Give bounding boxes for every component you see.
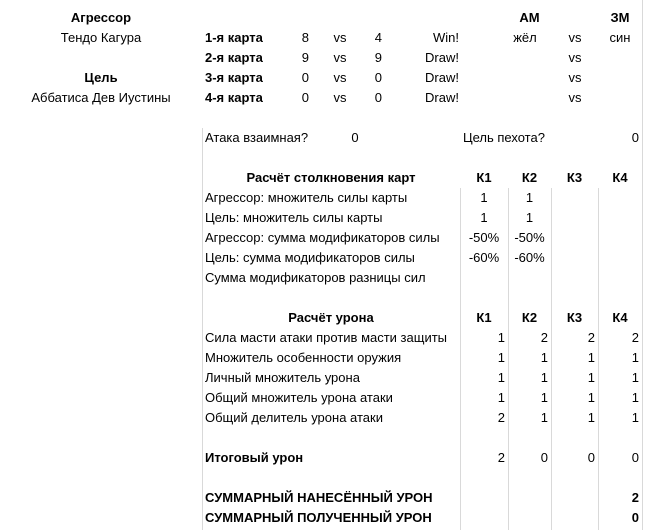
- card-result: Draw!: [425, 70, 459, 85]
- card-am-value[interactable]: [495, 68, 555, 88]
- card-target-value[interactable]: 9: [374, 50, 382, 65]
- damage-value[interactable]: 1: [631, 390, 639, 405]
- damage-row-label: Общий множитель урона атаки: [205, 390, 393, 405]
- collision-value[interactable]: -60%: [468, 250, 500, 265]
- damage-col-header: К3: [566, 310, 583, 325]
- collision-value[interactable]: [551, 228, 598, 248]
- damage-value[interactable]: 1: [587, 410, 595, 425]
- target-name[interactable]: Аббатиса Дев Иустины: [31, 90, 171, 105]
- damage-col-header: К4: [612, 310, 628, 325]
- collision-row-label: Агрессор: множитель силы карты: [205, 190, 408, 205]
- card-label: 2-я карта: [205, 50, 263, 65]
- card-result: Win!: [433, 30, 459, 45]
- gridline: [642, 0, 643, 530]
- damage-value[interactable]: 1: [497, 350, 505, 365]
- card-vs2: vs: [568, 30, 582, 45]
- card-zm-value[interactable]: [598, 48, 642, 68]
- total-dealt-value[interactable]: 2: [631, 490, 639, 505]
- card-label: 3-я карта: [205, 70, 263, 85]
- damage-value[interactable]: 2: [497, 410, 505, 425]
- card-am-value[interactable]: жёл: [513, 30, 537, 45]
- card-vs2: vs: [568, 70, 582, 85]
- card-aggressor-value[interactable]: 9: [301, 50, 309, 65]
- collision-row-label: Цель: множитель силы карты: [205, 210, 383, 225]
- total-dealt-label: СУММАРНЫЙ НАНЕСЁННЫЙ УРОН: [205, 490, 433, 505]
- collision-col-header: К1: [476, 170, 492, 185]
- collision-value[interactable]: [598, 208, 642, 228]
- damage-value[interactable]: 1: [631, 410, 639, 425]
- damage-value[interactable]: 1: [540, 350, 548, 365]
- total-damage-label: Итоговый урон: [205, 450, 304, 465]
- collision-value[interactable]: [551, 268, 598, 288]
- damage-title: Расчёт урона: [288, 310, 374, 325]
- damage-value[interactable]: 1: [497, 330, 505, 345]
- total-damage-value[interactable]: 2: [497, 450, 505, 465]
- target-infantry-label: Цель пехота?: [463, 130, 545, 145]
- total-received-label: СУММАРНЫЙ ПОЛУЧЕННЫЙ УРОН: [205, 510, 432, 525]
- collision-value[interactable]: 1: [525, 190, 534, 205]
- card-zm-value[interactable]: син: [609, 30, 631, 45]
- collision-value[interactable]: 1: [525, 210, 534, 225]
- collision-value[interactable]: -50%: [468, 230, 500, 245]
- collision-value[interactable]: [551, 208, 598, 228]
- card-aggressor-value[interactable]: 0: [301, 70, 309, 85]
- card-label: 1-я карта: [205, 30, 263, 45]
- card-target-value[interactable]: 0: [374, 90, 382, 105]
- damage-value[interactable]: 1: [587, 350, 595, 365]
- aggressor-name[interactable]: Тендо Кагура: [60, 30, 142, 45]
- collision-value[interactable]: [508, 268, 551, 288]
- card-vs: vs: [333, 50, 347, 65]
- damage-col-header: К2: [521, 310, 538, 325]
- damage-row-label: Общий делитель урона атаки: [205, 410, 383, 425]
- collision-value[interactable]: [551, 248, 598, 268]
- total-received-value[interactable]: 0: [631, 510, 639, 525]
- zm-header: ЗМ: [610, 10, 630, 25]
- damage-value[interactable]: 2: [540, 330, 548, 345]
- card-am-value[interactable]: [495, 88, 555, 108]
- collision-row-label: Цель: сумма модификаторов силы: [205, 250, 415, 265]
- card-vs2: vs: [568, 50, 582, 65]
- am-header: АМ: [519, 10, 540, 25]
- collision-title: Расчёт столкновения карт: [246, 170, 416, 185]
- card-result: Draw!: [425, 50, 459, 65]
- target-label: Цель: [84, 70, 118, 85]
- collision-value[interactable]: [460, 268, 508, 288]
- damage-row-label: Множитель особенности оружия: [205, 350, 402, 365]
- card-am-value[interactable]: [495, 48, 555, 68]
- card-zm-value[interactable]: [598, 88, 642, 108]
- target-infantry-value[interactable]: 0: [631, 130, 639, 145]
- collision-col-header: К2: [521, 170, 538, 185]
- damage-value[interactable]: 2: [631, 330, 639, 345]
- collision-row-label: Агрессор: сумма модификаторов силы: [205, 230, 440, 245]
- collision-value[interactable]: 1: [480, 210, 488, 225]
- collision-value[interactable]: [598, 268, 642, 288]
- damage-value[interactable]: 1: [540, 410, 548, 425]
- collision-value[interactable]: [598, 228, 642, 248]
- damage-value[interactable]: 1: [587, 370, 595, 385]
- mutual-attack-label: Атака взаимная?: [205, 130, 309, 145]
- card-aggressor-value[interactable]: 0: [301, 90, 309, 105]
- card-zm-value[interactable]: [598, 68, 642, 88]
- damage-value[interactable]: 1: [587, 390, 595, 405]
- card-vs: vs: [333, 30, 347, 45]
- damage-value[interactable]: 1: [540, 390, 548, 405]
- aggressor-label: Агрессор: [70, 10, 132, 25]
- damage-col-header: К1: [476, 310, 492, 325]
- mutual-attack-value[interactable]: 0: [351, 130, 359, 145]
- card-label: 4-я карта: [205, 90, 263, 105]
- collision-row-label: Сумма модификаторов разницы сил: [205, 270, 426, 285]
- damage-row-label: Сила масти атаки против масти защиты: [205, 330, 448, 345]
- collision-value[interactable]: -60%: [514, 250, 545, 265]
- damage-value[interactable]: 1: [631, 370, 639, 385]
- damage-value[interactable]: 1: [497, 370, 505, 385]
- card-result: Draw!: [425, 90, 459, 105]
- collision-value[interactable]: -50%: [514, 230, 545, 245]
- card-vs2: vs: [568, 90, 582, 105]
- collision-col-header: К3: [566, 170, 583, 185]
- total-damage-value[interactable]: 0: [587, 450, 595, 465]
- card-target-value[interactable]: 4: [374, 30, 382, 45]
- collision-value[interactable]: 1: [480, 190, 488, 205]
- collision-value[interactable]: [551, 188, 598, 208]
- card-target-value[interactable]: 0: [374, 70, 382, 85]
- damage-value[interactable]: 1: [497, 390, 505, 405]
- total-damage-value[interactable]: 0: [631, 450, 639, 465]
- card-vs: vs: [333, 70, 347, 85]
- damage-value[interactable]: 2: [587, 330, 595, 345]
- damage-value[interactable]: 1: [631, 350, 639, 365]
- card-aggressor-value[interactable]: 8: [301, 30, 309, 45]
- total-damage-value[interactable]: 0: [540, 450, 548, 465]
- collision-value[interactable]: [598, 248, 642, 268]
- damage-value[interactable]: 1: [540, 370, 548, 385]
- damage-row-label: Личный множитель урона: [205, 370, 360, 385]
- card-vs: vs: [333, 90, 347, 105]
- collision-value[interactable]: [598, 188, 642, 208]
- collision-col-header: К4: [612, 170, 628, 185]
